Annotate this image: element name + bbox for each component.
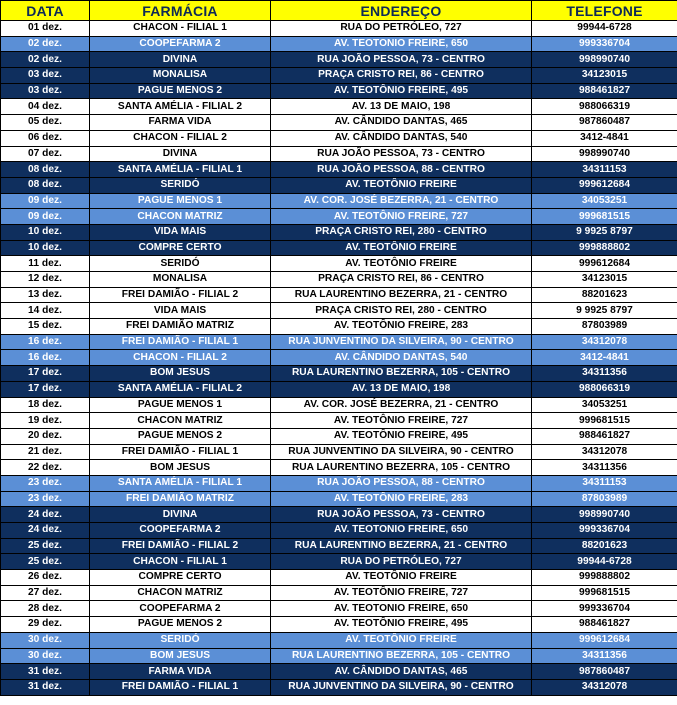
pharmacy-cell: VIDA MAIS bbox=[90, 303, 271, 319]
phone-cell: 87803989 bbox=[532, 319, 677, 335]
pharmacy-cell: CHACON - FILIAL 1 bbox=[90, 554, 271, 570]
phone-cell: 999612684 bbox=[532, 632, 677, 648]
table-row bbox=[1, 413, 677, 429]
date-cell: 22 dez. bbox=[1, 460, 90, 476]
pharmacy-cell: MONALISA bbox=[90, 68, 271, 84]
date-cell: 08 dez. bbox=[1, 177, 90, 193]
date-cell: 25 dez. bbox=[1, 554, 90, 570]
address-cell: RUA JUNVENTINO DA SILVEIRA, 90 - CENTRO bbox=[271, 444, 532, 460]
phone-cell: 988066319 bbox=[532, 99, 677, 115]
address-cell: AV. 13 DE MAIO, 198 bbox=[271, 99, 532, 115]
date-cell: 27 dez. bbox=[1, 585, 90, 601]
address-cell: AV. CÂNDIDO DANTAS, 540 bbox=[271, 350, 532, 366]
pharmacy-cell: PAGUE MENOS 2 bbox=[90, 617, 271, 633]
address-cell: AV. TEOTÔNIO FREIRE, 495 bbox=[271, 83, 532, 99]
address-cell: AV. TEOTONIO FREIRE, 650 bbox=[271, 601, 532, 617]
pharmacy-cell: MONALISA bbox=[90, 272, 271, 288]
pharmacy-cell: COOPEFARMA 2 bbox=[90, 523, 271, 539]
pharmacy-cell: DIVINA bbox=[90, 507, 271, 523]
address-cell: RUA LAURENTINO BEZERRA, 21 - CENTRO bbox=[271, 538, 532, 554]
pharmacy-cell: COMPRE CERTO bbox=[90, 570, 271, 586]
date-cell: 24 dez. bbox=[1, 523, 90, 539]
date-cell: 24 dez. bbox=[1, 507, 90, 523]
phone-cell: 34311153 bbox=[532, 475, 677, 491]
table-row bbox=[1, 193, 677, 209]
table-row bbox=[1, 36, 677, 52]
table-row bbox=[1, 460, 677, 476]
date-cell: 28 dez. bbox=[1, 601, 90, 617]
table-row bbox=[1, 130, 677, 146]
table-row bbox=[1, 52, 677, 68]
phone-cell: 999612684 bbox=[532, 177, 677, 193]
phone-cell: 34311356 bbox=[532, 460, 677, 476]
address-cell: AV. TEOTÔNIO FREIRE, 495 bbox=[271, 428, 532, 444]
pharmacy-cell: FREI DAMIÃO - FILIAL 2 bbox=[90, 287, 271, 303]
pharmacy-cell: VIDA MAIS bbox=[90, 224, 271, 240]
phone-cell: 999888802 bbox=[532, 240, 677, 256]
date-cell: 23 dez. bbox=[1, 491, 90, 507]
table-row bbox=[1, 538, 677, 554]
address-cell: RUA JOÃO PESSOA, 73 - CENTRO bbox=[271, 146, 532, 162]
date-cell: 05 dez. bbox=[1, 115, 90, 131]
phone-cell: 34053251 bbox=[532, 193, 677, 209]
table-row bbox=[1, 491, 677, 507]
pharmacy-cell: FARMA VIDA bbox=[90, 664, 271, 680]
table-row bbox=[1, 648, 677, 664]
table-row bbox=[1, 303, 677, 319]
address-cell: RUA LAURENTINO BEZERRA, 105 - CENTRO bbox=[271, 366, 532, 382]
date-cell: 13 dez. bbox=[1, 287, 90, 303]
phone-cell: 998990740 bbox=[532, 146, 677, 162]
phone-cell: 987860487 bbox=[532, 115, 677, 131]
table-row bbox=[1, 115, 677, 131]
date-cell: 14 dez. bbox=[1, 303, 90, 319]
address-cell: AV. TEOTÔNIO FREIRE, 283 bbox=[271, 319, 532, 335]
pharmacy-cell: FREI DAMIÃO - FILIAL 1 bbox=[90, 444, 271, 460]
pharmacy-cell: CHACON MATRIZ bbox=[90, 585, 271, 601]
address-cell: AV. TEOTÔNIO FREIRE, 727 bbox=[271, 209, 532, 225]
pharmacy-cell: PAGUE MENOS 2 bbox=[90, 428, 271, 444]
date-cell: 01 dez. bbox=[1, 21, 90, 37]
date-cell: 20 dez. bbox=[1, 428, 90, 444]
phone-cell: 34123015 bbox=[532, 272, 677, 288]
table-row bbox=[1, 224, 677, 240]
table-row bbox=[1, 83, 677, 99]
address-cell: AV. TEOTÔNIO FREIRE bbox=[271, 177, 532, 193]
address-cell: RUA JOÃO PESSOA, 88 - CENTRO bbox=[271, 475, 532, 491]
table-row bbox=[1, 585, 677, 601]
date-cell: 02 dez. bbox=[1, 52, 90, 68]
table-row bbox=[1, 240, 677, 256]
date-cell: 23 dez. bbox=[1, 475, 90, 491]
table-row bbox=[1, 272, 677, 288]
date-cell: 11 dez. bbox=[1, 256, 90, 272]
table-row bbox=[1, 209, 677, 225]
table-row bbox=[1, 366, 677, 382]
table-row bbox=[1, 617, 677, 633]
address-cell: PRAÇA CRISTO REI, 86 - CENTRO bbox=[271, 272, 532, 288]
table-row bbox=[1, 632, 677, 648]
pharmacy-cell: BOM JESUS bbox=[90, 366, 271, 382]
address-cell: RUA DO PETRÓLEO, 727 bbox=[271, 21, 532, 37]
address-cell: AV. TEOTONIO FREIRE, 650 bbox=[271, 36, 532, 52]
phone-cell: 3412-4841 bbox=[532, 350, 677, 366]
phone-cell: 87803989 bbox=[532, 491, 677, 507]
address-cell: RUA JOÃO PESSOA, 88 - CENTRO bbox=[271, 162, 532, 178]
pharmacy-cell: PAGUE MENOS 1 bbox=[90, 397, 271, 413]
pharmacy-cell: CHACON MATRIZ bbox=[90, 413, 271, 429]
date-cell: 09 dez. bbox=[1, 209, 90, 225]
date-cell: 12 dez. bbox=[1, 272, 90, 288]
pharmacy-cell: DIVINA bbox=[90, 146, 271, 162]
pharmacy-cell: SERIDÓ bbox=[90, 632, 271, 648]
address-cell: RUA DO PETRÓLEO, 727 bbox=[271, 554, 532, 570]
pharmacy-cell: CHACON - FILIAL 2 bbox=[90, 130, 271, 146]
pharmacy-cell: DIVINA bbox=[90, 52, 271, 68]
table-row bbox=[1, 256, 677, 272]
date-cell: 25 dez. bbox=[1, 538, 90, 554]
pharmacy-cell: BOM JESUS bbox=[90, 460, 271, 476]
pharmacy-cell: CHACON MATRIZ bbox=[90, 209, 271, 225]
date-cell: 07 dez. bbox=[1, 146, 90, 162]
table-row bbox=[1, 287, 677, 303]
address-cell: AV. COR. JOSÉ BEZERRA, 21 - CENTRO bbox=[271, 397, 532, 413]
pharmacy-cell: SERIDÓ bbox=[90, 177, 271, 193]
phone-cell: 34311356 bbox=[532, 366, 677, 382]
phone-cell: 34311153 bbox=[532, 162, 677, 178]
date-cell: 03 dez. bbox=[1, 68, 90, 84]
address-cell: AV. TEOTÔNIO FREIRE, 283 bbox=[271, 491, 532, 507]
address-cell: RUA JOÃO PESSOA, 73 - CENTRO bbox=[271, 52, 532, 68]
phone-cell: 999336704 bbox=[532, 523, 677, 539]
table-row bbox=[1, 523, 677, 539]
address-cell: AV. 13 DE MAIO, 198 bbox=[271, 381, 532, 397]
table-row bbox=[1, 601, 677, 617]
date-cell: 29 dez. bbox=[1, 617, 90, 633]
phone-cell: 99944-6728 bbox=[532, 554, 677, 570]
date-cell: 06 dez. bbox=[1, 130, 90, 146]
table-row bbox=[1, 475, 677, 491]
table-row bbox=[1, 570, 677, 586]
address-cell: AV. TEOTÔNIO FREIRE, 727 bbox=[271, 585, 532, 601]
address-cell: AV. CÂNDIDO DANTAS, 465 bbox=[271, 664, 532, 680]
phone-cell: 988461827 bbox=[532, 428, 677, 444]
phone-cell: 999888802 bbox=[532, 570, 677, 586]
phone-cell: 9 9925 8797 bbox=[532, 224, 677, 240]
address-cell: RUA LAURENTINO BEZERRA, 21 - CENTRO bbox=[271, 287, 532, 303]
phone-cell: 999336704 bbox=[532, 601, 677, 617]
pharmacy-cell: SANTA AMÉLIA - FILIAL 2 bbox=[90, 381, 271, 397]
phone-cell: 999612684 bbox=[532, 256, 677, 272]
pharmacy-cell: COMPRE CERTO bbox=[90, 240, 271, 256]
phone-cell: 999681515 bbox=[532, 585, 677, 601]
address-cell: PRAÇA CRISTO REI, 280 - CENTRO bbox=[271, 303, 532, 319]
address-cell: RUA JUNVENTINO DA SILVEIRA, 90 - CENTRO bbox=[271, 334, 532, 350]
pharmacy-cell: CHACON - FILIAL 1 bbox=[90, 21, 271, 37]
table-row bbox=[1, 381, 677, 397]
header-phone: TELEFONE bbox=[532, 1, 677, 21]
phone-cell: 998990740 bbox=[532, 52, 677, 68]
phone-cell: 34312078 bbox=[532, 334, 677, 350]
address-cell: AV. TEOTÔNIO FREIRE, 727 bbox=[271, 413, 532, 429]
phone-cell: 34311356 bbox=[532, 648, 677, 664]
table-row bbox=[1, 99, 677, 115]
table-row bbox=[1, 397, 677, 413]
address-cell: RUA JUNVENTINO DA SILVEIRA, 90 - CENTRO bbox=[271, 679, 532, 695]
table-row bbox=[1, 21, 677, 37]
address-cell: RUA LAURENTINO BEZERRA, 105 - CENTRO bbox=[271, 460, 532, 476]
address-cell: PRAÇA CRISTO REI, 280 - CENTRO bbox=[271, 224, 532, 240]
phone-cell: 34053251 bbox=[532, 397, 677, 413]
pharmacy-cell: FARMA VIDA bbox=[90, 115, 271, 131]
pharmacy-cell: SANTA AMÉLIA - FILIAL 1 bbox=[90, 162, 271, 178]
address-cell: AV. TEOTÔNIO FREIRE bbox=[271, 570, 532, 586]
table-row bbox=[1, 554, 677, 570]
phone-cell: 34312078 bbox=[532, 444, 677, 460]
table-row bbox=[1, 679, 677, 695]
phone-cell: 999681515 bbox=[532, 413, 677, 429]
table-row bbox=[1, 334, 677, 350]
phone-cell: 88201623 bbox=[532, 538, 677, 554]
address-cell: AV. TEOTÔNIO FREIRE bbox=[271, 240, 532, 256]
pharmacy-cell: PAGUE MENOS 1 bbox=[90, 193, 271, 209]
pharmacy-cell: FREI DAMIÃO MATRIZ bbox=[90, 319, 271, 335]
date-cell: 02 dez. bbox=[1, 36, 90, 52]
phone-cell: 9 9925 8797 bbox=[532, 303, 677, 319]
date-cell: 31 dez. bbox=[1, 664, 90, 680]
table-row bbox=[1, 428, 677, 444]
date-cell: 17 dez. bbox=[1, 366, 90, 382]
date-cell: 26 dez. bbox=[1, 570, 90, 586]
pharmacy-cell: COOPEFARMA 2 bbox=[90, 601, 271, 617]
pharmacy-cell: SANTA AMÉLIA - FILIAL 2 bbox=[90, 99, 271, 115]
date-cell: 15 dez. bbox=[1, 319, 90, 335]
phone-cell: 3412-4841 bbox=[532, 130, 677, 146]
address-cell: AV. TEOTÔNIO FREIRE bbox=[271, 632, 532, 648]
phone-cell: 34123015 bbox=[532, 68, 677, 84]
date-cell: 10 dez. bbox=[1, 240, 90, 256]
phone-cell: 988066319 bbox=[532, 381, 677, 397]
address-cell: AV. TEOTÔNIO FREIRE bbox=[271, 256, 532, 272]
pharmacy-cell: COOPEFARMA 2 bbox=[90, 36, 271, 52]
table-row bbox=[1, 664, 677, 680]
address-cell: AV. CÂNDIDO DANTAS, 540 bbox=[271, 130, 532, 146]
date-cell: 16 dez. bbox=[1, 334, 90, 350]
table-row bbox=[1, 68, 677, 84]
pharmacy-cell: FREI DAMIÃO - FILIAL 2 bbox=[90, 538, 271, 554]
date-cell: 17 dez. bbox=[1, 381, 90, 397]
date-cell: 30 dez. bbox=[1, 648, 90, 664]
address-cell: RUA LAURENTINO BEZERRA, 105 - CENTRO bbox=[271, 648, 532, 664]
phone-cell: 99944-6728 bbox=[532, 21, 677, 37]
date-cell: 30 dez. bbox=[1, 632, 90, 648]
address-cell: RUA JOÃO PESSOA, 73 - CENTRO bbox=[271, 507, 532, 523]
address-cell: PRAÇA CRISTO REI, 86 - CENTRO bbox=[271, 68, 532, 84]
table-row bbox=[1, 177, 677, 193]
pharmacy-cell: SANTA AMÉLIA - FILIAL 1 bbox=[90, 475, 271, 491]
address-cell: AV. TEOTÔNIO FREIRE, 495 bbox=[271, 617, 532, 633]
phone-cell: 998990740 bbox=[532, 507, 677, 523]
date-cell: 08 dez. bbox=[1, 162, 90, 178]
phone-cell: 999681515 bbox=[532, 209, 677, 225]
date-cell: 19 dez. bbox=[1, 413, 90, 429]
date-cell: 16 dez. bbox=[1, 350, 90, 366]
phone-cell: 88201623 bbox=[532, 287, 677, 303]
table-row bbox=[1, 146, 677, 162]
phone-cell: 988461827 bbox=[532, 617, 677, 633]
date-cell: 09 dez. bbox=[1, 193, 90, 209]
address-cell: AV. CÂNDIDO DANTAS, 465 bbox=[271, 115, 532, 131]
header-pharmacy: FARMÁCIA bbox=[90, 1, 271, 21]
pharmacy-cell: SERIDÓ bbox=[90, 256, 271, 272]
table-row bbox=[1, 350, 677, 366]
pharmacy-cell: PAGUE MENOS 2 bbox=[90, 83, 271, 99]
date-cell: 31 dez. bbox=[1, 679, 90, 695]
date-cell: 03 dez. bbox=[1, 83, 90, 99]
date-cell: 04 dez. bbox=[1, 99, 90, 115]
header-address: ENDEREÇO bbox=[271, 1, 532, 21]
pharmacy-cell: CHACON - FILIAL 2 bbox=[90, 350, 271, 366]
pharmacy-cell: BOM JESUS bbox=[90, 648, 271, 664]
pharmacy-cell: FREI DAMIÃO MATRIZ bbox=[90, 491, 271, 507]
address-cell: AV. TEOTONIO FREIRE, 650 bbox=[271, 523, 532, 539]
pharmacy-cell: FREI DAMIÃO - FILIAL 1 bbox=[90, 334, 271, 350]
address-cell: AV. COR. JOSÉ BEZERRA, 21 - CENTRO bbox=[271, 193, 532, 209]
phone-cell: 34312078 bbox=[532, 679, 677, 695]
table-row bbox=[1, 507, 677, 523]
table-row bbox=[1, 319, 677, 335]
phone-cell: 999336704 bbox=[532, 36, 677, 52]
date-cell: 18 dez. bbox=[1, 397, 90, 413]
date-cell: 21 dez. bbox=[1, 444, 90, 460]
schedule-body bbox=[1, 21, 677, 696]
date-cell: 10 dez. bbox=[1, 224, 90, 240]
phone-cell: 988461827 bbox=[532, 83, 677, 99]
header-row bbox=[1, 1, 677, 21]
table-row bbox=[1, 162, 677, 178]
pharmacy-cell: FREI DAMIÃO - FILIAL 1 bbox=[90, 679, 271, 695]
header-date: DATA bbox=[1, 1, 90, 21]
table-row bbox=[1, 444, 677, 460]
phone-cell: 987860487 bbox=[532, 664, 677, 680]
